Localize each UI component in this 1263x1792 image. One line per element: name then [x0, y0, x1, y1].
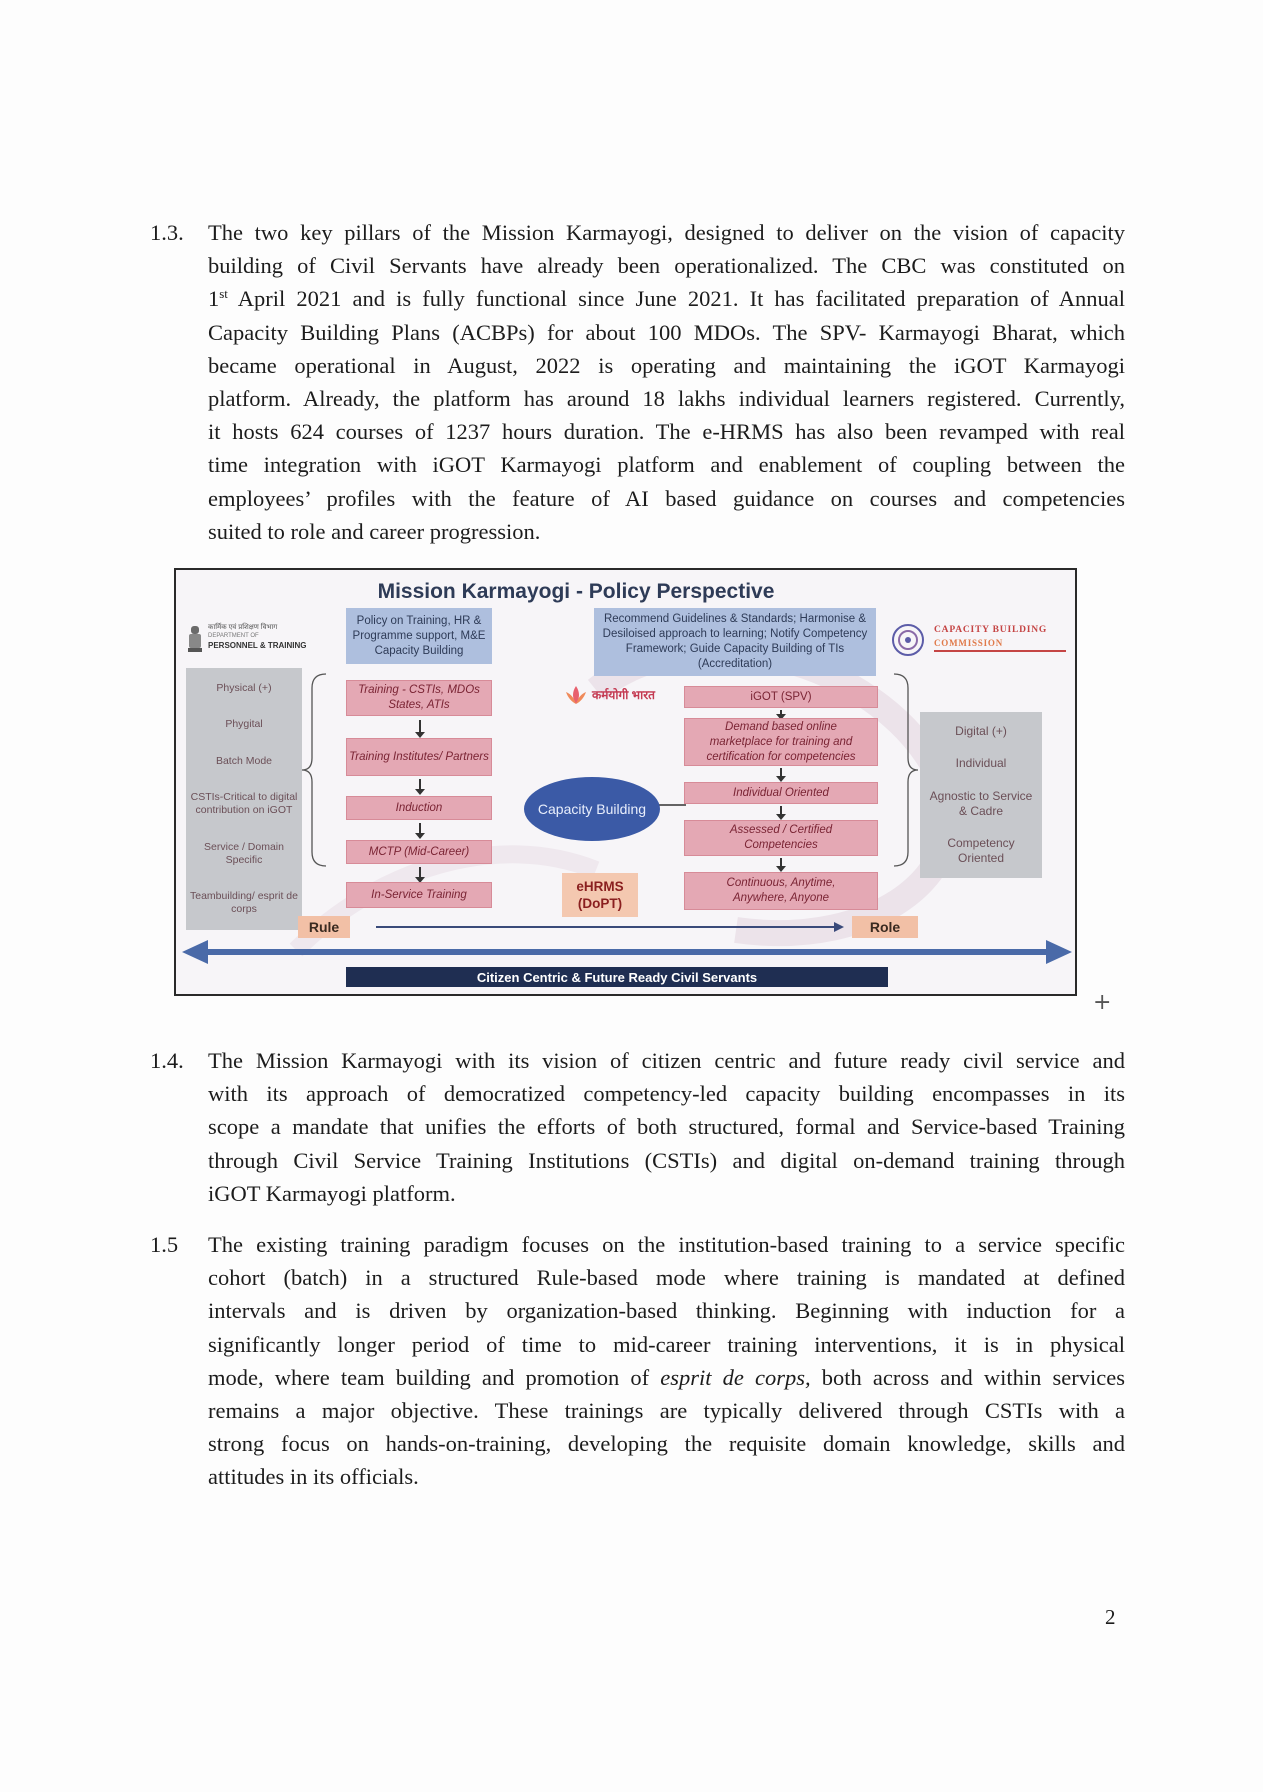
text-line: became operational in August, 2022 is operating and maintaining the iGOT Karmayogi: [208, 352, 1125, 378]
cbc-emblem-icon: [888, 620, 928, 660]
paragraph-body: [208, 1044, 1125, 1210]
rule-label: Rule: [298, 916, 350, 938]
cbc-logo: [888, 620, 1068, 660]
flow-box-training-institutes: Training Institutes/ Partners: [346, 738, 492, 776]
text-line: through Civil Service Training Institutions (CSTIs) and digital on-demand training through: [208, 1147, 1125, 1173]
text-line: iGOT Karmayogi platform.: [208, 1180, 456, 1206]
text-fragment: mode, where team building and promotion of: [208, 1364, 650, 1390]
right-brace: [894, 674, 918, 866]
cbc-underline: [934, 650, 1066, 652]
flow-box-assessed: Assessed / Certified Competencies: [684, 820, 878, 856]
text-line: cohort (batch) in a structured Rule-based mode where training is mandated at defined: [208, 1265, 1125, 1291]
figure-title: Mission Karmayogi - Policy Perspective: [377, 580, 775, 603]
flow-box-individual-oriented: Individual Oriented: [684, 782, 878, 804]
arrow-down-icon: [419, 823, 421, 835]
text-line: building of Civil Servants have already been operationalized. The CBC was constituted on: [208, 253, 1125, 279]
flow-box-induction: Induction: [346, 796, 492, 820]
karmayogi-bharat-logo: [562, 682, 674, 708]
text-fragment: both across and within services: [810, 1364, 1125, 1390]
text-line: it hosts 624 courses of 1237 hours duration. The e-HRMS has also been revamped with real: [208, 419, 1125, 445]
text-line: with its approach of democratized competency-led capacity building encompasses in its: [208, 1081, 1125, 1107]
list-item: Phygital: [225, 718, 263, 731]
flow-box-mctp: MCTP (Mid-Career): [346, 840, 492, 864]
karmayogi-bharat-text: कर्मयोगी भारत: [592, 688, 655, 702]
text-line: remains a major objective. These trainings are typically delivered through CSTIs with a: [208, 1398, 1125, 1424]
capacity-building-ellipse: Capacity Building: [524, 777, 660, 841]
paragraph-number: 1.4.: [150, 1048, 184, 1073]
text-line: The two key pillars of the Mission Karmayogi, designed to deliver on the vision of capacity: [208, 220, 1125, 245]
paragraph-number: 1.5: [150, 1232, 179, 1257]
text-line: platform. Already, the platform has around 18 lakhs individual learners registered. Currently,: [208, 386, 1125, 412]
text-line: suited to role and career progression.: [208, 518, 541, 544]
dopt-line3: PERSONNEL & TRAINING: [208, 641, 307, 650]
cbc-name-line2: COMMISSION: [934, 638, 1004, 648]
list-item: Service / Domain Specific: [204, 840, 284, 866]
text-line: The existing training paradigm focuses on the institution-based training to a service specific: [208, 1232, 1125, 1257]
arrow-down-icon: [419, 720, 421, 734]
page-number: 2: [1105, 1605, 1116, 1629]
dopt-logo: [186, 620, 332, 664]
italic-phrase: esprit de corps,: [660, 1364, 811, 1390]
text-line: strong focus on hands-on-training, developing the requisite domain knowledge, skills and: [208, 1431, 1125, 1457]
arrow-down-icon: [419, 867, 421, 879]
emblem-icon: [186, 624, 204, 654]
text-line: [208, 1361, 1125, 1394]
text-line: significantly longer period of time to mid-career training interventions, it is in physical: [208, 1331, 1125, 1357]
list-item: Digital (+): [955, 724, 1007, 738]
paragraph-1-3: [150, 216, 1125, 548]
citizen-centric-bar: Citizen Centric & Future Ready Civil Servants: [346, 967, 888, 987]
flow-box-continuous: Continuous, Anytime, Anywhere, Anyone: [684, 872, 878, 910]
text-line: time integration with iGOT Karmayogi platform and enablement of coupling between the: [208, 452, 1125, 478]
list-item: Individual: [955, 756, 1007, 771]
list-item: Teambuilding/ esprit de corps: [190, 889, 298, 915]
policy-perspective-figure: [174, 568, 1077, 996]
text-line: attitudes in its officials.: [208, 1464, 419, 1490]
ehrms-box: eHRMS (DoPT): [562, 873, 638, 917]
list-item: CSTIs-Critical to digital contribution on iGOT: [190, 791, 298, 817]
arrow-down-icon: [780, 768, 782, 778]
dopt-hindi-name: कार्मिक एवं प्रशिक्षण विभाग: [208, 624, 278, 631]
role-attributes-list: [920, 712, 1042, 878]
paragraph-1-4: [150, 1044, 1125, 1210]
list-item: Competency Oriented: [947, 835, 1015, 865]
paragraph-body: [208, 1228, 1125, 1494]
guidelines-box: Recommend Guidelines & Standards; Harmonise & Desiloised approach to learning; Notify Competency Framework; Guide Capacity Building of TIs (Accreditation): [594, 608, 876, 676]
dopt-line2: DEPARTMENT OF: [208, 633, 259, 639]
arrow-down-icon: [780, 806, 782, 816]
role-label: Role: [852, 916, 918, 938]
rule-attributes-list: [186, 668, 302, 930]
axis-left-arrowhead: [182, 940, 208, 964]
plus-mark: +: [1093, 990, 1112, 1015]
date-day: 1: [208, 286, 220, 312]
text-line: The Mission Karmayogi with its vision of citizen centric and future ready civil service and: [208, 1048, 1125, 1073]
list-item: Physical (+): [216, 682, 272, 694]
flow-box-marketplace: Demand based online marketplace for training and certification for competencies: [684, 718, 878, 766]
ordinal-suffix: st: [219, 286, 228, 302]
list-item: Agnostic to Service & Cadre: [929, 788, 1033, 818]
flow-box-igot: iGOT (SPV): [684, 686, 878, 708]
policy-box: Policy on Training, HR & Programme support, M&E Capacity Building: [346, 608, 492, 664]
left-brace: [302, 674, 326, 866]
lotus-icon: [562, 682, 590, 708]
text-fragment: April 2021 and is fully functional since June 2021. It has facilitated preparation of Annual: [237, 286, 1125, 312]
cbc-name-line1: CAPACITY BUILDING: [934, 625, 1048, 635]
text-line: intervals and is driven by organization-based thinking. Beginning with induction for a: [208, 1298, 1125, 1324]
axis-right-arrowhead: [1046, 940, 1072, 964]
text-line: employees’ profiles with the feature of AI based guidance on courses and competencies: [208, 485, 1125, 511]
paragraph-number: 1.3.: [150, 220, 184, 245]
arrow-down-icon: [780, 710, 782, 716]
paragraph-1-5: [150, 1228, 1125, 1494]
flow-box-training-cstis: Training - CSTIs, MDOs States, ATIs: [346, 680, 492, 716]
paragraph-body: [208, 216, 1125, 548]
text-line: scope a mandate that unifies the efforts of both structured, formal and Service-based Training: [208, 1114, 1125, 1140]
arrow-down-icon: [780, 858, 782, 868]
flow-box-in-service: In-Service Training: [346, 882, 492, 908]
text-line: [208, 282, 1125, 315]
arrow-down-icon: [419, 779, 421, 791]
text-line: Capacity Building Plans (ACBPs) for about 100 MDOs. The SPV- Karmayogi Bharat, which: [208, 319, 1125, 345]
list-item: Batch Mode: [215, 754, 273, 767]
